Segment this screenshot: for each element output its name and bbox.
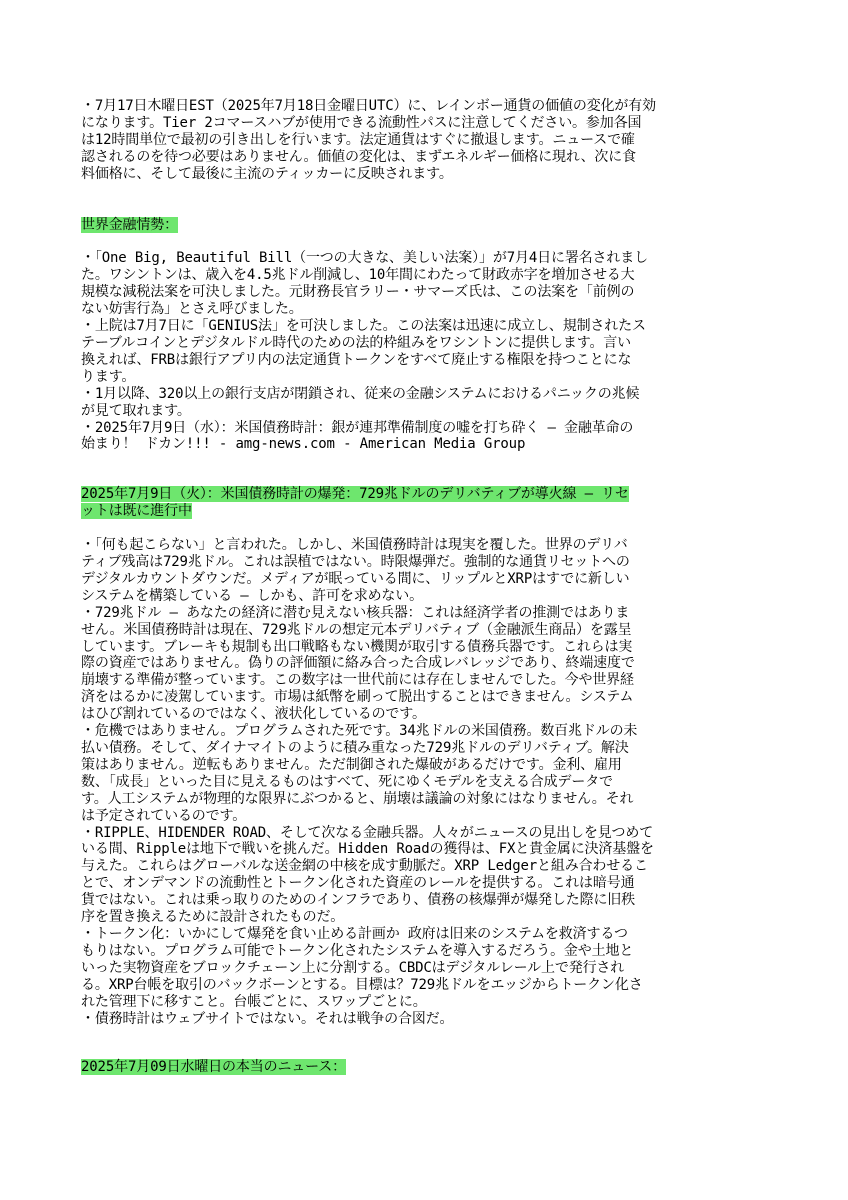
bullet-tokenization: ・トークン化：いかにして爆発を食い止める計画か 政府は旧来のシステムを救済するつ もりはない。プログラム可能でトークン化されたシステムを導入するだろう。金や土地と いった実物資産をブロックチェーン上に分割する。CBDCはデジタルレール上で発行され る。XRP台帳を取引のバックボーンとする。目標は？729兆ドルをエッジからトークン化さ れた管理下に移すこと。台帳ごとに、スワップごとに。 <box>81 925 643 1010</box>
bullet-nothing-happens: ・「何も起こらない」と言われた。しかし、米国債務時計は現実を覆した。世界のデリバ ティブ残高は729兆ドル。これは誤植ではない。時限爆弾だ。強制的な通貨リセットへの デジタルカウントダウンだ。メディアが眠っている間に、リップルとXRPはすでに新しい システムを構築している ― しかも、許可を求めない。 <box>81 537 630 604</box>
bullet-729-trillion: ・729兆ドル ― あなたの経済に潜む見えない核兵器：これは経済学者の推測ではありま せん。米国債務時計は現在、729兆ドルの想定元本デリバティブ（金融派生商品）を露呈 しています。ブレーキも規制も出口戦略もない機関が取引する債務兵器です。これらは実 際の資産ではありません。偽りの評価額に絡み合った合成レバレッジであり、終端速度で 崩壊する準備が整っています。この数字は一世代前には存在しませんでした。今や世界経 済をはるかに凌駕しています。市場は紙幣を刷って脱出することはできません。システム はひび割れているのではなく、液状化しているのです。 <box>81 604 635 723</box>
document-page <box>81 98 781 1076</box>
section-heading-real-news <box>81 1059 781 1076</box>
bullet-war-signal: ・債務時計はウェブサイトではない。それは戦争の合図だ。 <box>81 1010 454 1027</box>
bullet-ripple-hidden-road: ・RIPPLE、HIDENDER ROAD、そして次なる金融兵器。人々がニュースの見出しを見つめて いる間、Rippleは地下で戦いを挑んだ。Hidden Roadの獲得は、FXと貴金属に決済基盤を 与えた。これらはグローバルな送金網の中核を成す動脈だ。XRP Ledgerと組み合わせるこ とで、オンデマンドの流動性とトークン化された資産のレールを提供する。これは暗号通 貨ではない。これは乗っ取りのためのインフラであり、債務の核爆弾が爆発した際に旧秩 序を置き換えるために設計されたものだ。 <box>81 824 654 926</box>
bullet-bank-closures: ・1月以降、320以上の銀行支店が閉鎖され、従来の金融システムにおけるパニックの兆候 が見て取れます。 <box>81 385 640 419</box>
section-heading-debt-clock-explosion <box>81 486 781 520</box>
intro-paragraph: ・7月17日木曜日EST（2025年7月18日金曜日UTC）に、レインボー通貨の価値の変化が有効 になります。Tier 2コマースハブが使用できる流動性パスに注意してください。参加各国 は12時間単位で最初の引き出しを行います。法定通貨はすぐに撤退します。ニュースで確 認されるのを待つ必要はありません。価値の変化は、まずエネルギー価格に現れ、次に食 料価格に、そして最後に主流のティッカーに反映されます。 <box>81 98 656 182</box>
bullet-programmed-death: ・危機ではありません。プログラムされた死です。34兆ドルの米国債務。数百兆ドルの未 払い債務。そして、ダイナマイトのように積み重なった729兆ドルのデリバティブ。解決 策はありません。逆転もありません。ただ制御された爆破があるだけです。金利、雇用 数、「成長」といった目に見えるものはすべて、死にゆくモデルを支える合成データで す。人工システムが物理的な限界にぶつかると、崩壊は議論の対象にはなりません。それ は予定されているのです。 <box>81 723 638 824</box>
highlighted-heading-text: 2025年7月09日水曜日の本当のニュース： <box>81 1059 347 1076</box>
bullet-debt-clock-silver: ・2025年7月9日（水）：米国債務時計：銀が連邦準備制度の嘘を打ち砕く ― 金融革命の 始まり！ ドカン!!! - amg-news.com - American Media Group <box>81 419 634 453</box>
bullet-one-big-beautiful-bill: ・「One Big, Beautiful Bill（一つの大きな、美しい法案）」が7月4日に署名されまし た。ワシントンは、歳入を4.5兆ドル削減し、10年間にわたって財政赤字を増加させる大 規模な減税法案を可決しました。元財務長官ラリー・サマーズ氏は、この法案を「前例の ない妨害行為」とさえ呼びました。 <box>81 250 648 318</box>
highlighted-heading-text: 2025年7月9日（火）：米国債務時計の爆発：729兆ドルのデリバティブが導火線 ― リセ ットは既に進行中 <box>81 486 629 520</box>
section-heading-world-finance <box>81 217 781 234</box>
highlighted-heading-text: 世界金融情勢： <box>81 216 178 233</box>
bullet-genius-act: ・上院は7月7日に「GENIUS法」を可決しました。この法案は迅速に成立し、規制されたス テーブルコインとデジタルドル時代のための法的枠組みをワシントンに提供します。言い 換えれば、FRBは銀行アプリ内の法定通貨トークンをすべて廃止する権限を持つことにな ります。 <box>81 318 646 385</box>
